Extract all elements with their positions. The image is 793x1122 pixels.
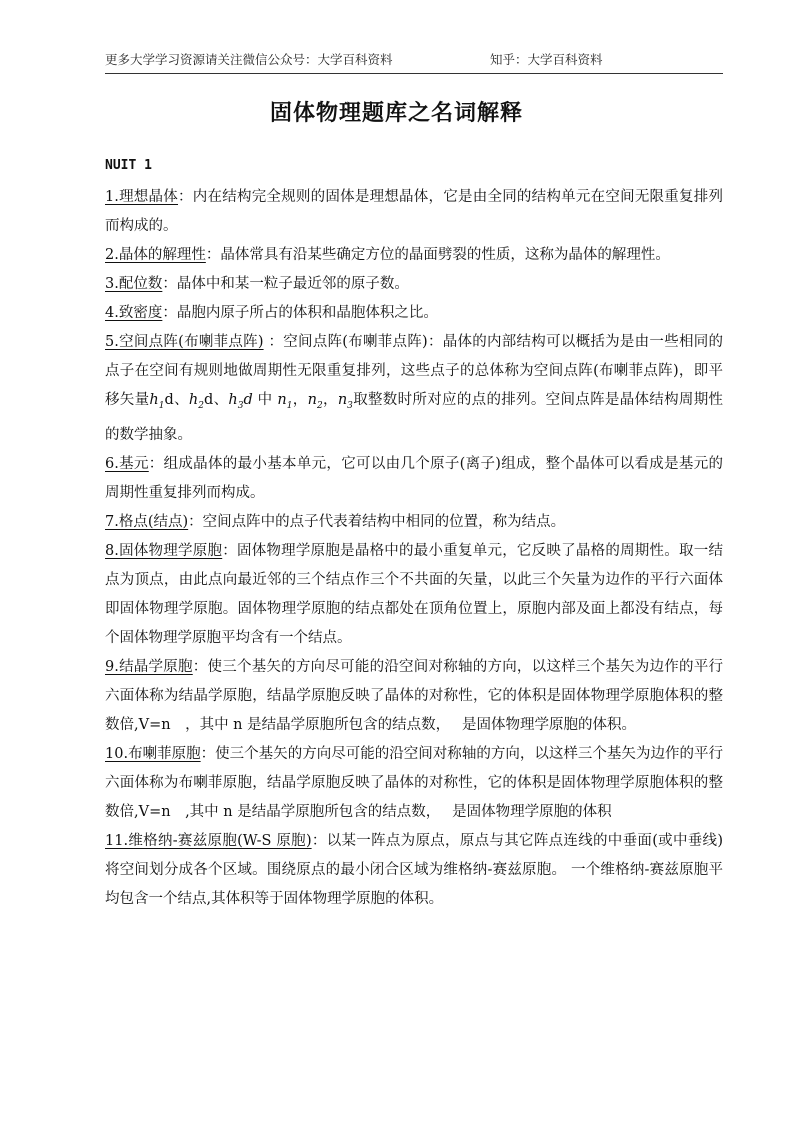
integer-n2: $n_2$ bbox=[307, 392, 323, 411]
integer-n3: $n_3$ bbox=[337, 392, 353, 411]
page-title: 固体物理题库之名词解释 bbox=[269, 101, 523, 126]
definition-term: 4.致密度 bbox=[105, 305, 163, 321]
definition-text: ：以某一阵点为原点，原点与其它阵点连线的中垂面(或中垂线) 将空间划分成各个区域。围绕原点的最小闭合区域为维格纳-赛兹原胞。 一个维格纳-赛兹原胞平均包含一个结点,其体积等于固体物理学原胞的体积。 bbox=[105, 832, 723, 907]
header-left-text: 更多大学学习资源请关注微信公众号：大学百科资料 bbox=[105, 52, 393, 67]
definition-text: ：使三个基矢的方向尽可能的沿空间对称轴的方向，以这样三个基矢为边作的平行六面体称为结晶学原胞，结晶学原胞反映了晶体的对称性，它的体积是固体物理学原胞体积的整数倍,V=n ，其中 n 是结晶学原胞所包含的结点数， 是固体物理学原胞的体积。 bbox=[105, 658, 723, 733]
definition-text-part-b: 取整数时所对应的点的排列。空间点阵是晶体结构周期性的数学抽象。 bbox=[105, 392, 724, 443]
definition-entry-4 bbox=[105, 299, 723, 328]
definition-entry-11 bbox=[105, 827, 723, 914]
translation-vector-2: $h_2$ bbox=[188, 392, 204, 411]
integer-n1: $n_1$ bbox=[277, 392, 293, 411]
definition-term: 8.固体物理学原胞 bbox=[105, 542, 223, 559]
definition-entry-5 bbox=[105, 328, 723, 450]
definition-text: ：晶胞内原子所占的体积和晶胞体积之比。 bbox=[162, 305, 438, 321]
vector-suffix-1: d、 bbox=[164, 392, 189, 408]
vector-suffix-3: d bbox=[243, 392, 253, 408]
definition-term: 7.格点(结点) bbox=[105, 513, 189, 530]
definition-term: 9.结晶学原胞 bbox=[105, 658, 193, 675]
definition-text: ：晶体常具有沿某些确定方位的晶面劈裂的性质，这称为晶体的解理性。 bbox=[205, 247, 670, 263]
definition-term: 11.维格纳-赛兹原胞(W-S 原胞) bbox=[105, 832, 312, 849]
definition-term: 10.布喇菲原胞 bbox=[105, 745, 201, 762]
definition-text: ：空间点阵中的点子代表着结构中相同的位置，称为结点。 bbox=[188, 513, 566, 530]
translation-vector-3: $h_3$ bbox=[228, 392, 244, 411]
separator-comma: ， bbox=[292, 392, 308, 408]
definition-text: ：组成晶体的最小基本单元，它可以由几个原子(离子)组成，整个晶体可以看成是基元的周期性重复排列而构成。 bbox=[105, 455, 724, 501]
separator-comma: ， bbox=[322, 392, 338, 408]
definition-entry-9 bbox=[105, 653, 723, 740]
definition-entry-7 bbox=[105, 508, 723, 537]
definition-text-part-a: ：空间点阵(布喇菲点阵)：晶体的内部结构可以概括为是由一些相同的点子在空间有规则地做周期性无限重复排列，这些点子的总体称为空间点阵(布喇菲点阵)，即平移矢量 bbox=[105, 334, 723, 408]
definition-text: ：晶体中和某一粒子最近邻的原子数。 bbox=[162, 276, 409, 292]
unit-heading: NUIT 1 bbox=[105, 158, 152, 173]
definition-text: ：内在结构完全规则的固体是理想晶体，它是由全同的结构单元在空间无限重复排列而构成的。 bbox=[105, 189, 723, 234]
definition-term: 6.基元 bbox=[105, 455, 149, 472]
translation-vector-1: $h_1$ bbox=[149, 392, 165, 411]
definition-term: 1.理想晶体 bbox=[105, 189, 179, 205]
definition-entry-2 bbox=[105, 241, 723, 270]
definition-entry-3 bbox=[105, 270, 723, 299]
definition-term: 3.配位数 bbox=[105, 276, 163, 292]
header-right-text: 知乎：大学百科资料 bbox=[490, 52, 603, 67]
header-divider bbox=[105, 73, 723, 74]
definition-text: ：固体物理学原胞是晶格中的最小重复单元，它反映了晶格的周期性。取一结点为顶点，由此点向最近邻的三个结点作三个不共面的矢量，以此三个矢量为边作的平行六面体即固体物理学原胞。固体物理学原胞的结点都处在顶角位置上，原胞内部及面上都没有结点，每个固体物理学原胞平均含有一个结点。 bbox=[105, 542, 723, 646]
definition-term: 5.空间点阵(布喇菲点阵) bbox=[105, 334, 264, 350]
definition-text: ：使三个基矢的方向尽可能的沿空间对称轴的方向，以这样三个基矢为边作的平行六面体称为布喇菲原胞，结晶学原胞反映了晶体的对称性，它的体积是固体物理学原胞体积的整数倍,V=n ,其中 n 是结晶学原胞所包含的结点数， 是固体物理学原胞的体积 bbox=[105, 745, 723, 820]
definition-entry-8 bbox=[105, 537, 723, 653]
definition-entry-6 bbox=[105, 450, 723, 508]
definition-entry-10 bbox=[105, 740, 723, 827]
definition-entry-1 bbox=[105, 183, 723, 241]
vector-suffix-2: d、 bbox=[203, 392, 229, 408]
definition-text-mid: 中 bbox=[252, 392, 278, 408]
definitions-list bbox=[105, 183, 723, 914]
definition-term: 2.晶体的解理性 bbox=[105, 247, 206, 263]
page-header bbox=[105, 50, 723, 72]
